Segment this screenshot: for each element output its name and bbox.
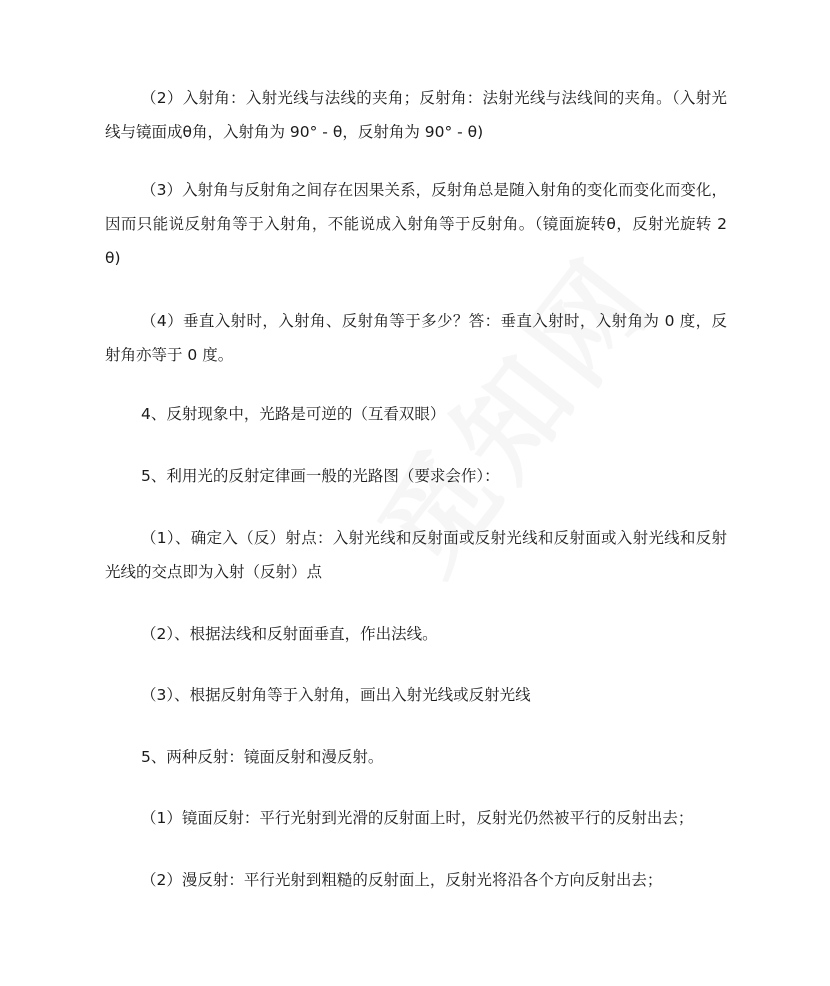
text-line: （3）、根据反射角等于入射角，画出入射光线或反射光线 xyxy=(141,686,531,704)
paragraph xyxy=(105,521,727,589)
paragraph xyxy=(105,617,727,651)
text-line: （3）入射角与反射角之间存在因果关系，反射角总是随入射角的变化而变化而变化， xyxy=(141,181,727,199)
paragraph xyxy=(105,304,727,372)
text-line: 射角亦等于 0 度。 xyxy=(105,346,234,364)
paragraph xyxy=(105,678,727,712)
paragraph xyxy=(105,740,727,774)
paragraph xyxy=(105,863,727,897)
text-line: 线与镜面成θ角，入射角为 90° - θ，反射角为 90° - θ) xyxy=(105,123,484,141)
text-line: 因而只能说反射角等于入射角，不能说成入射角等于反射角。（镜面旋转θ，反射光旋转 2 xyxy=(105,215,727,233)
paragraph xyxy=(105,459,727,493)
text-line: θ) xyxy=(105,249,121,267)
text-line: 5、两种反射：镜面反射和漫反射。 xyxy=(141,748,384,766)
paragraph xyxy=(105,397,727,431)
text-line: （1）镜面反射：平行光射到光滑的反射面上时，反射光仍然被平行的反射出去； xyxy=(141,809,694,827)
text-line: （2）入射角：入射光线与法线的夹角；反射角：法射光线与法线间的夹角。（入射光 xyxy=(141,89,727,107)
text-line: 光线的交点即为入射（反射）点 xyxy=(105,563,323,581)
text-line: 5、利用光的反射定律画一般的光路图（要求会作）： xyxy=(141,467,500,485)
text-line: 4、反射现象中，光路是可逆的（互看双眼） xyxy=(141,405,446,423)
paragraph xyxy=(105,173,727,275)
text-line: （2）、根据法线和反射面垂直，作出法线。 xyxy=(141,625,438,643)
text-line: （2）漫反射：平行光射到粗糙的反射面上，反射光将沿各个方向反射出去； xyxy=(141,871,663,889)
paragraph xyxy=(105,801,727,835)
paragraph xyxy=(105,81,727,149)
text-line: （4）垂直入射时，入射角、反射角等于多少？答：垂直入射时，入射角为 0 度，反 xyxy=(141,312,727,330)
text-line: （1）、确定入（反）射点：入射光线和反射面或反射光线和反射面或入射光线和反射 xyxy=(141,529,727,547)
